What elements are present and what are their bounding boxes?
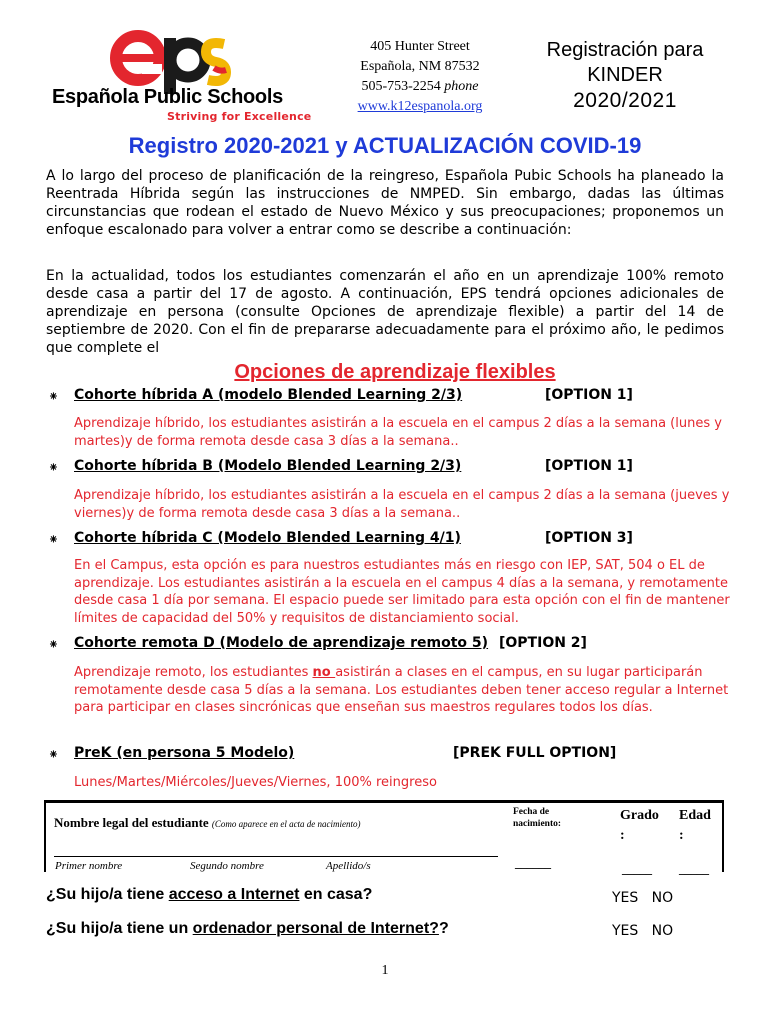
middle-name-caption: Segundo nombre: [190, 860, 264, 872]
bullet-icon: ⁕: [48, 638, 59, 653]
last-name-caption: Apellido/s: [326, 860, 371, 872]
address-city: Española, NM 87532: [360, 59, 480, 74]
prek-description: Lunes/Martes/Miércoles/Jueves/Viernes, 100% reingreso: [74, 775, 437, 790]
website-link[interactable]: www.k12espanola.org: [357, 99, 483, 114]
internet-access-question: ¿Su hijo/a tiene acceso a Internet en casa?: [46, 886, 373, 903]
bullet-icon: ⁕: [48, 533, 59, 548]
bullet-icon: ⁕: [48, 390, 59, 405]
computer-answer: [612, 923, 673, 939]
address-block: [340, 37, 500, 117]
cohort-b-title: Cohorte híbrida B (Modelo Blended Learning 2/3): [74, 458, 462, 474]
cohort-b-description: Aprendizaje híbrido, los estudiantes asistirán a la escuela en el campus 2 días a la semana (jueves y viernes)y de forma remota desde casa 3 días a la semana..: [74, 488, 730, 521]
cohort-a-title: Cohorte híbrida A (modelo Blended Learning 2/3): [74, 387, 463, 403]
logo-tagline: Striving for Excellence: [167, 110, 312, 123]
dob-label: Fecha de nacimiento:: [513, 807, 562, 829]
registration-grade: KINDER: [587, 64, 663, 86]
internet-no-option[interactable]: NO: [651, 890, 674, 906]
options-heading: Opciones de aprendizaje flexibles: [234, 361, 556, 383]
age-label: Edad :: [679, 808, 711, 843]
cohort-c-title: Cohorte híbrida C (Modelo Blended Learning 4/1): [74, 530, 461, 546]
cohort-a-option: [OPTION 1]: [545, 387, 633, 403]
bullet-icon: ⁕: [48, 748, 59, 763]
cohort-a-description: Aprendizaje híbrido, los estudiantes asistirán a la escuela en el campus 2 días a la semana (lunes y martes)y de forma remota desde casa 3 días a la semana..: [74, 416, 722, 449]
computer-yes-option[interactable]: YES: [612, 923, 639, 939]
grade-field[interactable]: _____: [622, 861, 652, 875]
internet-yes-option[interactable]: YES: [612, 890, 639, 906]
dob-field[interactable]: ______: [515, 855, 551, 869]
cohort-d-description: Aprendizaje remoto, los estudiantes no asistirán a clases en el campus, en su lugar participarán remotamente desde casa 5 días a la semana. Los estudiantes deben tener acceso regular a Internet para participar en clases sincrónicas que enseñan sus maestros regulares todos los días.: [74, 665, 729, 715]
page-title: Registro 2020-2021 y ACTUALIZACIÓN COVID-19: [128, 133, 642, 158]
cohort-c-description: En el Campus, esta opción es para nuestros estudiantes más en riesgo con IEP, SAT, 504 o EL de aprendizaje. Los estudiantes asistirán a la escuela en el campus 4 días a la semana, y remotamente desde casa 1 día por semana. El espacio puede ser limitado para esta opción con el fin de mantener límites de capacidad del 50% y requisitos de distanciamiento social.: [74, 558, 730, 626]
cohort-c-option: [OPTION 3]: [545, 530, 633, 546]
cohort-d-title: Cohorte remota D (Modelo de aprendizaje remoto 5): [74, 635, 489, 651]
bullet-icon: ⁕: [48, 461, 59, 476]
cohort-d-emphasis: no: [312, 665, 336, 680]
legal-name-label: Nombre legal del estudiante (Como aparece en el acta de nacimiento): [54, 815, 361, 830]
address-phone: 505-753-2254 phone: [361, 79, 479, 94]
logo-district-name: Española Public Schools: [52, 86, 283, 108]
intro-paragraph: A lo largo del proceso de planificación de la reingreso, Española Pubic Schools ha planeado la Reentrada Híbrida según las instrucciones de NMPED. Sin embargo, dadas las últimas circunstancias que rodean el estado de Nuevo México y sus preocupaciones; proponemos un enfoque escalonado para volver a entrar como se describe a continuación:: [46, 168, 724, 238]
internet-access-answer: [612, 890, 673, 906]
registration-heading: [520, 38, 730, 113]
registration-line1: Registración para: [546, 39, 704, 61]
cohort-d-option: [OPTION 2]: [499, 635, 587, 651]
computer-no-option[interactable]: NO: [651, 923, 674, 939]
page-number: 1: [381, 963, 389, 978]
grade-label: Grado :: [620, 808, 659, 843]
cohort-b-option: [OPTION 1]: [545, 458, 633, 474]
registration-year: 2020/2021: [573, 89, 677, 112]
student-name-input[interactable]: [54, 856, 498, 857]
age-field[interactable]: _____: [679, 861, 709, 875]
address-street: 405 Hunter Street: [370, 39, 470, 54]
first-name-caption: Primer nombre: [55, 860, 123, 872]
prek-title: PreK (en persona 5 Modelo): [74, 745, 295, 761]
second-paragraph: En la actualidad, todos los estudiantes comenzarán el año en un aprendizaje 100% remoto desde casa a partir del 17 de agosto. A continuación, EPS tendrá opciones adicionales de aprendizaje en persona (consulte Opciones de aprendizaje flexible) a partir del 14 de septiembre de 2020. Con el fin de prepararse adecuadamente para el próximo año, le pedimos que complete el: [46, 268, 724, 356]
prek-option: [PREK FULL OPTION]: [453, 745, 617, 761]
computer-question: ¿Su hijo/a tiene un ordenador personal de Internet??: [46, 920, 449, 937]
